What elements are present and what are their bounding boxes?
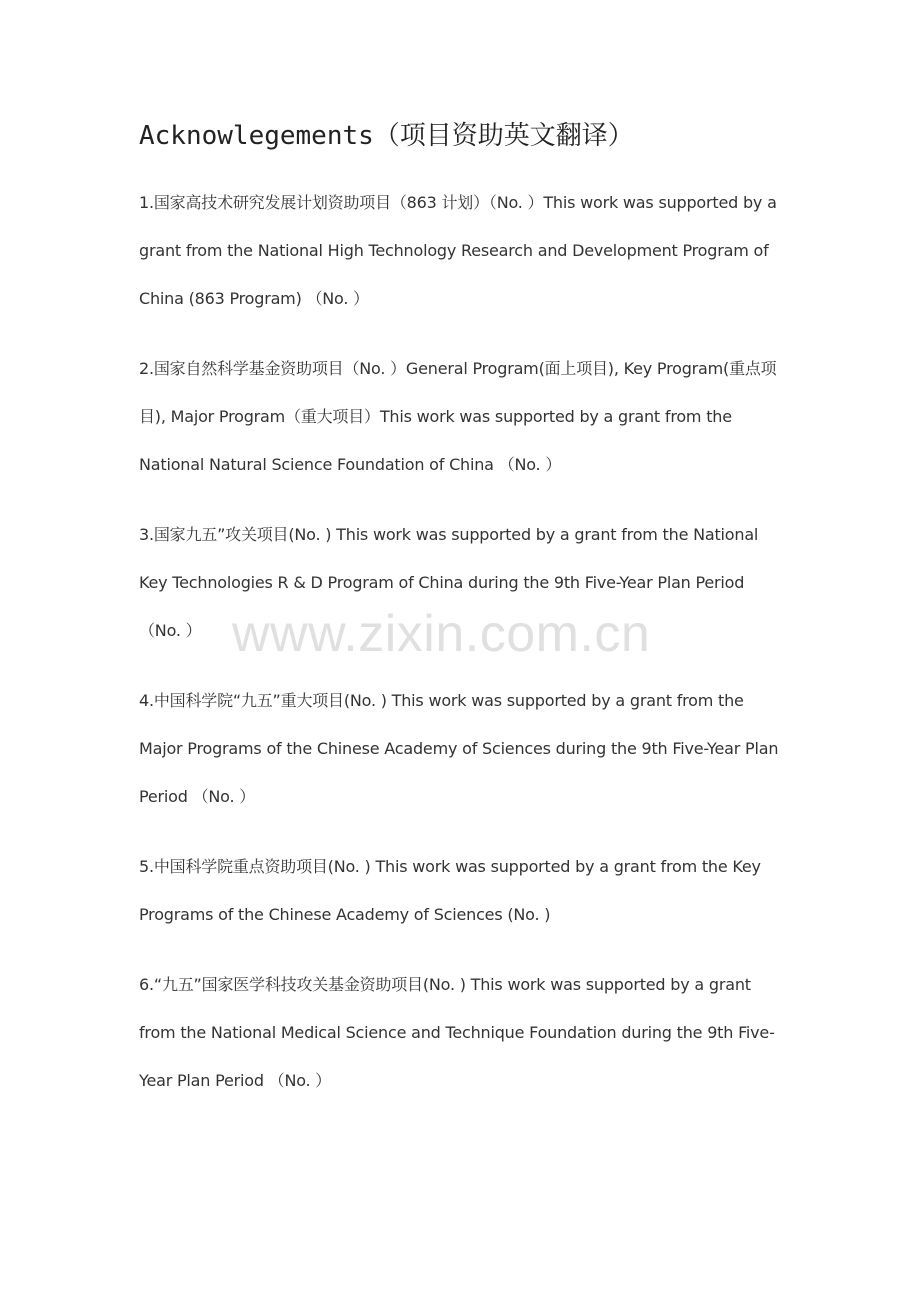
paragraph-1: 1.国家高技术研究发展计划资助项目（863 计划）（No. ）This work was supported by a grant from the National High Technology Research and Development Program of China (863 Program) （No. ） [139, 193, 777, 308]
paragraph-3: 3.国家九五”攻关项目(No. ) This work was supported by a grant from the National Key Technologies R & D Program of China during the 9th Five-Year Plan Period （No. ） [139, 525, 759, 640]
paragraph-6: 6.“九五”国家医学科技攻关基金资助项目(No. ) This work was supported by a grant from the National Medical Science and Technique Foundation during the 9th Five-Year Plan Period （No. ） [139, 975, 775, 1090]
paragraph-2: 2.国家自然科学基金资助项目（No. ）General Program(面上项目), Key Program(重点项目), Major Program（重大项目）This work was supported by a grant from the National Natural Science Foundation of China （No. ） [139, 359, 777, 474]
paragraph-4: 4.中国科学院“九五”重大项目(No. ) This work was supported by a grant from the Major Programs of the Chinese Academy of Sciences during the 9th Five-Year Plan Period （No. ） [139, 691, 779, 806]
watermark-text: www.zixin.com.cn [232, 605, 651, 663]
document-title: Acknowlegements（项目资助英文翻译） [139, 121, 634, 151]
paragraph-5: 5.中国科学院重点资助项目(No. ) This work was supported by a grant from the Key Programs of the Chinese Academy of Sciences (No. ) [139, 857, 761, 924]
